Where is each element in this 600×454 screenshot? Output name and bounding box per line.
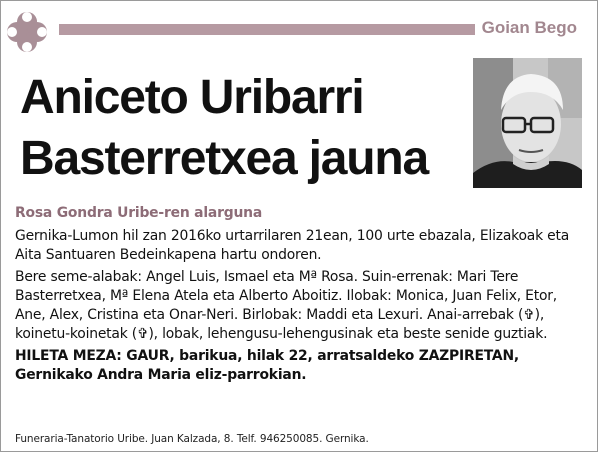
funeral-home-footer: Funeraria-Tanatorio Uribe. Juan Kalzada, 8. Telf. 946250085. Gernika. xyxy=(15,433,369,445)
portrait-photo xyxy=(473,58,582,188)
lauburu-icon xyxy=(4,9,50,55)
deceased-name-line2: Basterretxea jauna xyxy=(20,132,428,185)
section-label: Goian Bego xyxy=(481,18,577,37)
deceased-name xyxy=(20,67,428,189)
widow-subtitle: Rosa Gondra Uribe-ren alarguna xyxy=(15,205,263,221)
family-list: Bere seme-alabak: Angel Luis, Ismael eta Mª Rosa. Suin-errenak: Mari Tere Basterretxea, Mª Elena Atela eta Alberto Aboitiz. Ilobak: Monica, Juan Felix, Etor, Ane, Alex, Cristina eta Onar-Neri. Birlobak: Maddi eta Lexuri. Anai-arrebak (✞), koinetu-koinetak (✞), lobak, lehengusu-lehengusinak eta beste senide guztiak. xyxy=(15,269,558,342)
funeral-info: HILETA MEZA: GAUR, barikua, hilak 22, arratsaldeko ZAZPIRETAN, Gernikako Andra Maria eliz-parrokian. xyxy=(15,348,519,383)
deceased-name-line1: Aniceto Uribarri xyxy=(20,71,364,124)
notice-body xyxy=(15,204,585,385)
header-divider-bar xyxy=(59,24,475,35)
death-announcement: Gernika-Lumon hil zan 2016ko urtarrilaren 21ean, 100 urte ebazala, Elizakoak eta Aita Santuaren Bedeinkapena hartu ondoren. xyxy=(15,228,570,263)
